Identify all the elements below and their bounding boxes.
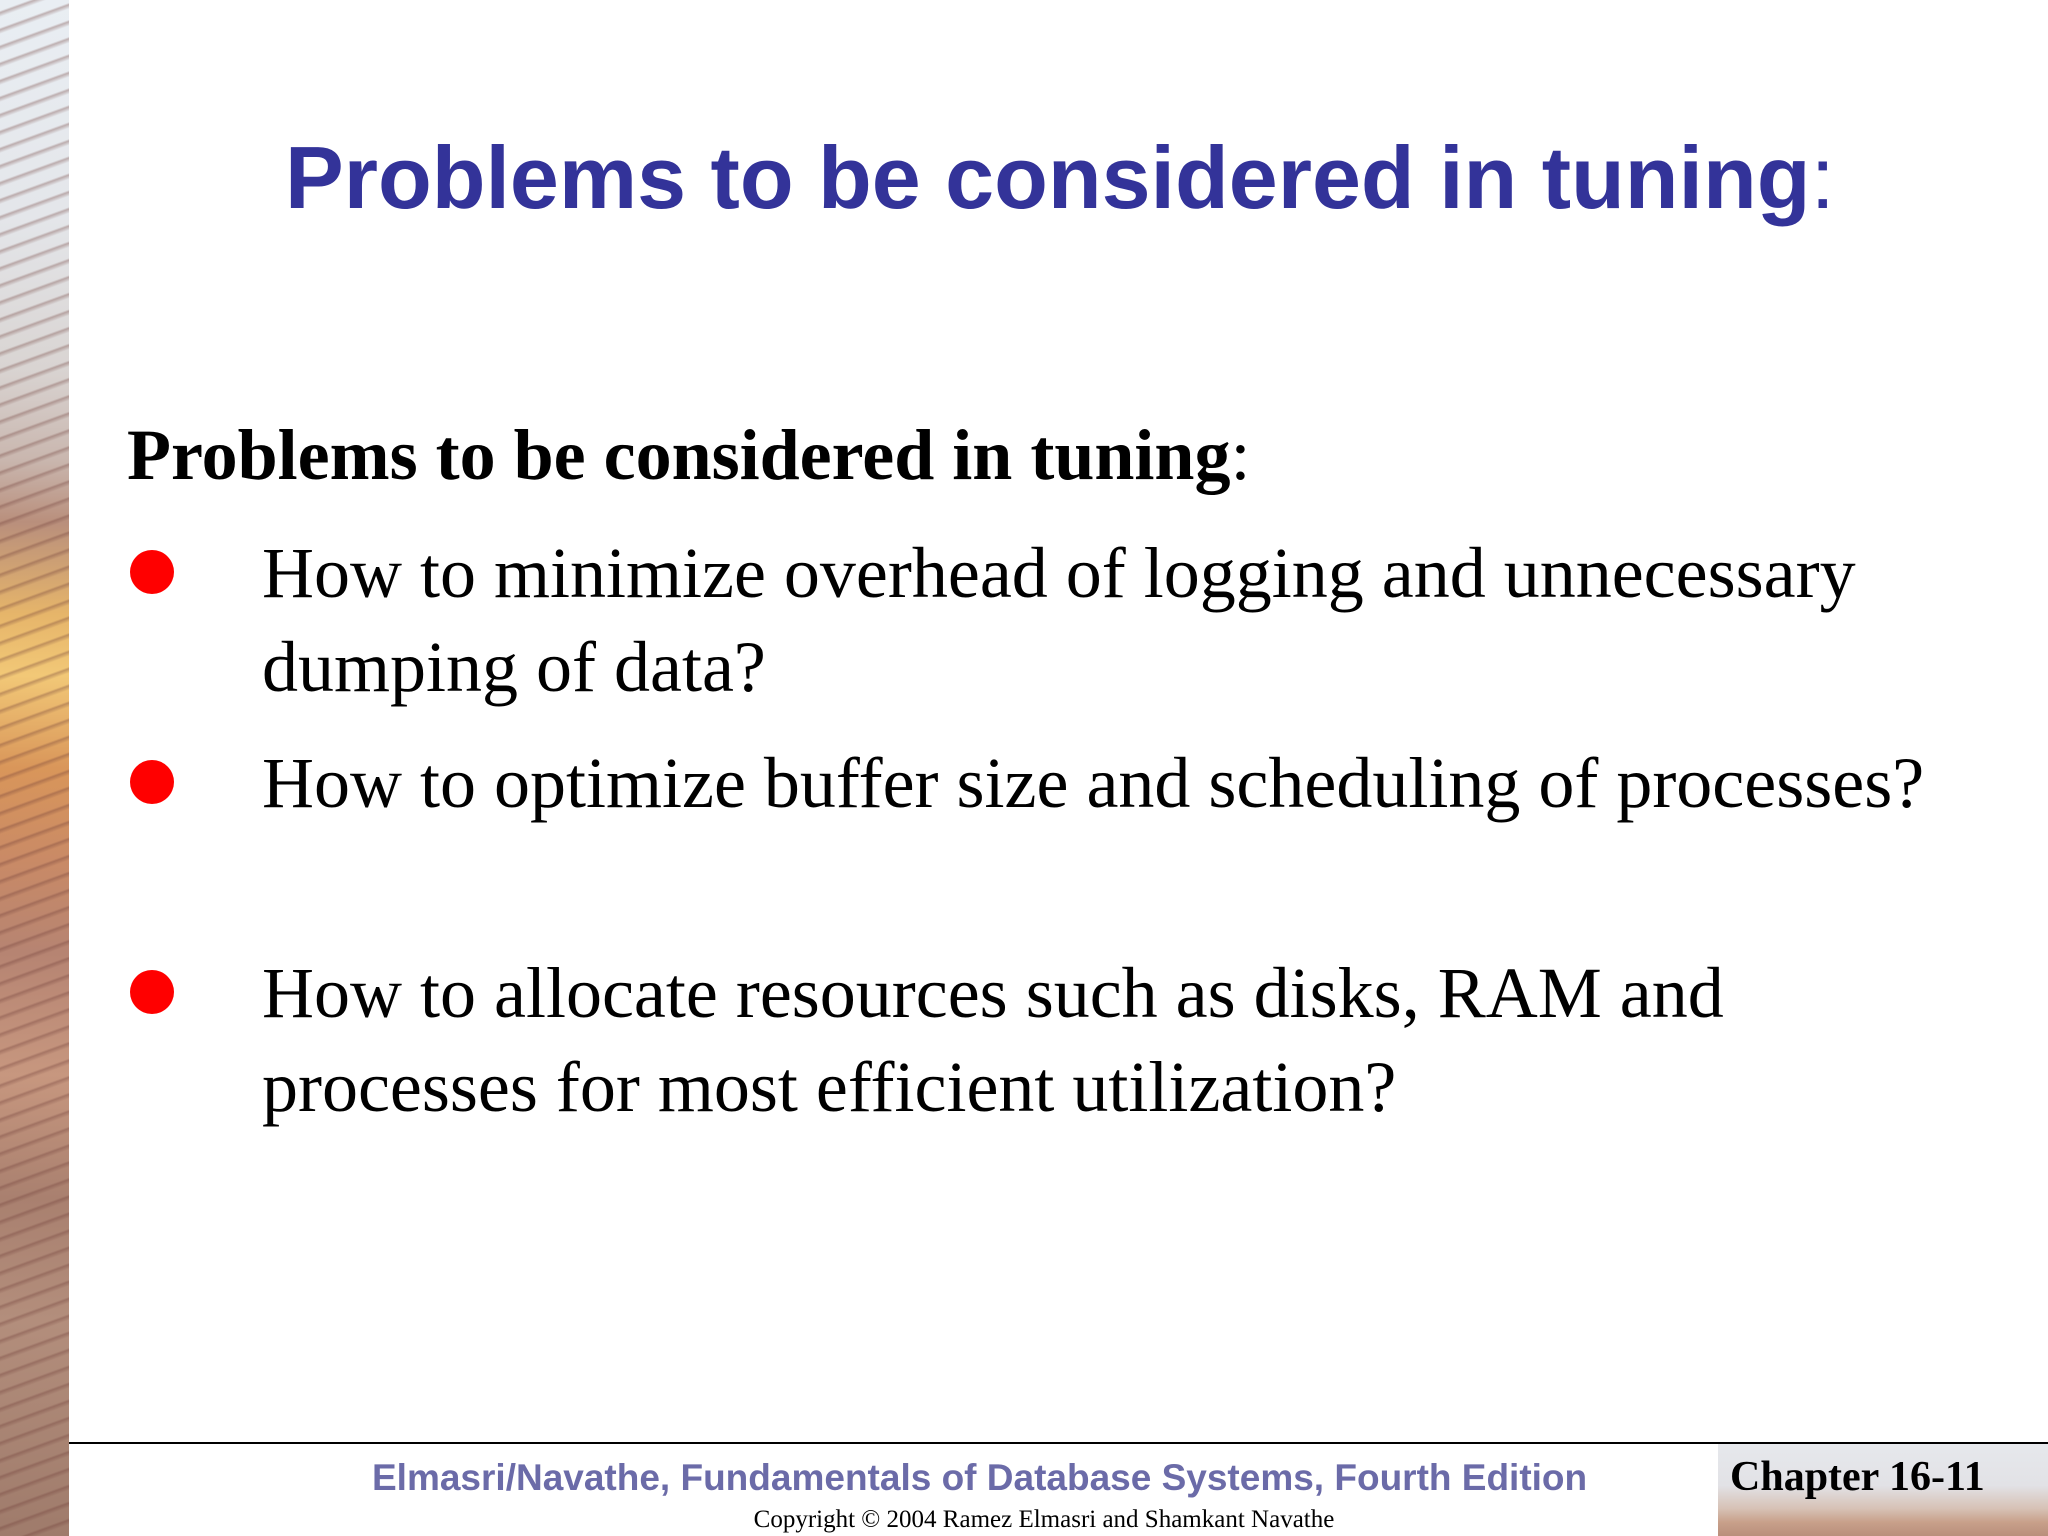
slide-title-text: Problems to be considered in tuning xyxy=(285,128,1811,227)
body-heading xyxy=(127,410,1250,500)
bullet-dot-icon xyxy=(130,760,174,804)
bullet-dot-icon xyxy=(130,970,174,1014)
slide-title-colon: : xyxy=(1810,128,1835,227)
slide-title xyxy=(200,128,1920,228)
bullet-text: How to optimize buffer size and scheduling of processes? xyxy=(262,743,1925,823)
bullet-text: How to minimize overhead of logging and unnecessary dumping of data? xyxy=(262,533,1856,707)
body-heading-text: Problems to be considered in tuning xyxy=(127,415,1231,495)
chapter-label: Chapter 16-11 xyxy=(1730,1454,1985,1500)
copyright-notice: Copyright © 2004 Ramez Elmasri and Shamkant Navathe xyxy=(753,1506,1335,1533)
bullet-dot-icon xyxy=(130,550,174,594)
body-heading-colon: : xyxy=(1230,415,1251,495)
desert-decoration-strip xyxy=(0,0,69,1536)
footer-book-title: Elmasri/Navathe, Fundamentals of Database Systems, Fourth Edition xyxy=(372,1457,1588,1498)
bullet-text: How to allocate resources such as disks, RAM and processes for most efficient utilization? xyxy=(262,953,1724,1127)
